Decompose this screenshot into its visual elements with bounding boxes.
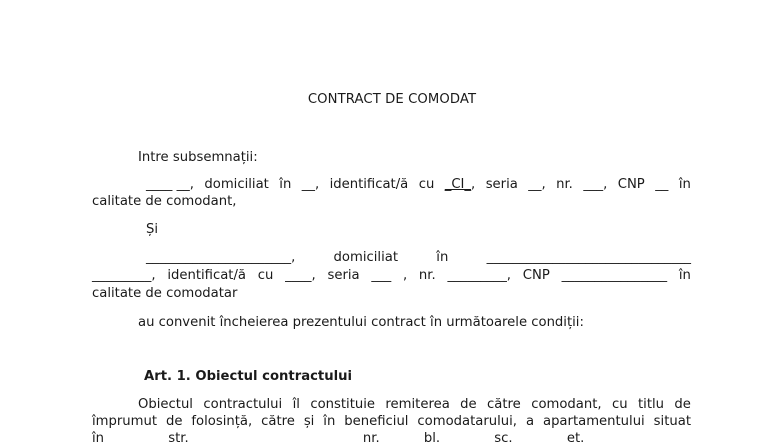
word: ___ xyxy=(371,268,392,283)
si-text: Și xyxy=(146,222,159,237)
article1-heading: Art. 1. Obiectul contractului xyxy=(144,369,353,384)
word: cu xyxy=(418,177,435,192)
word: ____, xyxy=(285,268,316,283)
word: a xyxy=(525,414,535,429)
word: de xyxy=(460,397,477,412)
word: ____ __, xyxy=(146,177,194,192)
party1-line1 xyxy=(146,177,691,192)
word: remiterea xyxy=(385,397,450,412)
ci-value: _CI_ xyxy=(444,177,472,192)
party2-line2 xyxy=(92,268,691,283)
article1-line3 xyxy=(92,431,584,446)
word: sc. xyxy=(494,431,513,446)
word: _______________________________ xyxy=(486,250,691,265)
word: identificat/ă xyxy=(329,177,409,192)
party1-line2: calitate de comodant, xyxy=(92,194,237,209)
word: către xyxy=(487,397,521,412)
word: împrumut xyxy=(92,414,158,429)
word: constituie xyxy=(310,397,376,412)
article1-line1 xyxy=(138,397,691,412)
word: apartamentului xyxy=(542,414,645,429)
word: __, xyxy=(301,177,320,192)
word: domiciliat xyxy=(333,250,398,265)
word: cu xyxy=(257,268,274,283)
party2-line3: calitate de comodatar xyxy=(92,286,238,301)
document-title: CONTRACT DE COMODAT xyxy=(307,92,477,107)
agreement-text: au convenit încheierea prezentului contract în următoarele condiții: xyxy=(138,315,584,330)
word: în xyxy=(678,177,691,192)
word: domiciliat xyxy=(204,177,269,192)
word: __ xyxy=(655,177,669,192)
word: nr. xyxy=(556,177,573,192)
word: Obiectul xyxy=(138,397,193,412)
word: în xyxy=(436,250,449,265)
word: situat xyxy=(653,414,691,429)
ci-field xyxy=(445,177,476,192)
word: bl. xyxy=(423,431,441,446)
word: folosință, xyxy=(191,414,253,429)
word: str. xyxy=(168,431,189,446)
word: __, xyxy=(528,177,546,192)
word: îl xyxy=(292,397,300,412)
word: către xyxy=(261,414,295,429)
word: _________, xyxy=(447,268,511,283)
word: beneficiul xyxy=(344,414,409,429)
word: et. xyxy=(566,431,585,446)
word: contractului xyxy=(203,397,283,412)
word: de xyxy=(165,414,183,429)
word: cu xyxy=(612,397,628,412)
word: în xyxy=(323,414,336,429)
word: seria xyxy=(327,268,360,283)
word: ___, xyxy=(583,177,608,192)
word: ________________ xyxy=(561,268,668,283)
word: și xyxy=(303,414,315,429)
word: de xyxy=(674,397,691,412)
party2-line1 xyxy=(146,250,691,265)
word: în xyxy=(92,431,105,446)
word: CNP xyxy=(522,268,550,283)
word: titlu xyxy=(638,397,665,412)
word: nr. xyxy=(362,431,380,446)
word: _________, xyxy=(92,268,156,283)
word: în xyxy=(678,268,691,283)
word: nr. xyxy=(418,268,436,283)
word: în xyxy=(279,177,292,192)
word: seria xyxy=(485,177,518,192)
article1-line2 xyxy=(92,414,691,429)
word: comodant, xyxy=(531,397,602,412)
word: identificat/ă xyxy=(167,268,246,283)
word: comodatarului, xyxy=(417,414,518,429)
intro-text: Intre subsemnații: xyxy=(138,150,258,165)
word: CNP xyxy=(617,177,645,192)
word: , xyxy=(402,268,408,283)
word: , xyxy=(471,177,476,192)
word: ______________________, xyxy=(146,250,296,265)
